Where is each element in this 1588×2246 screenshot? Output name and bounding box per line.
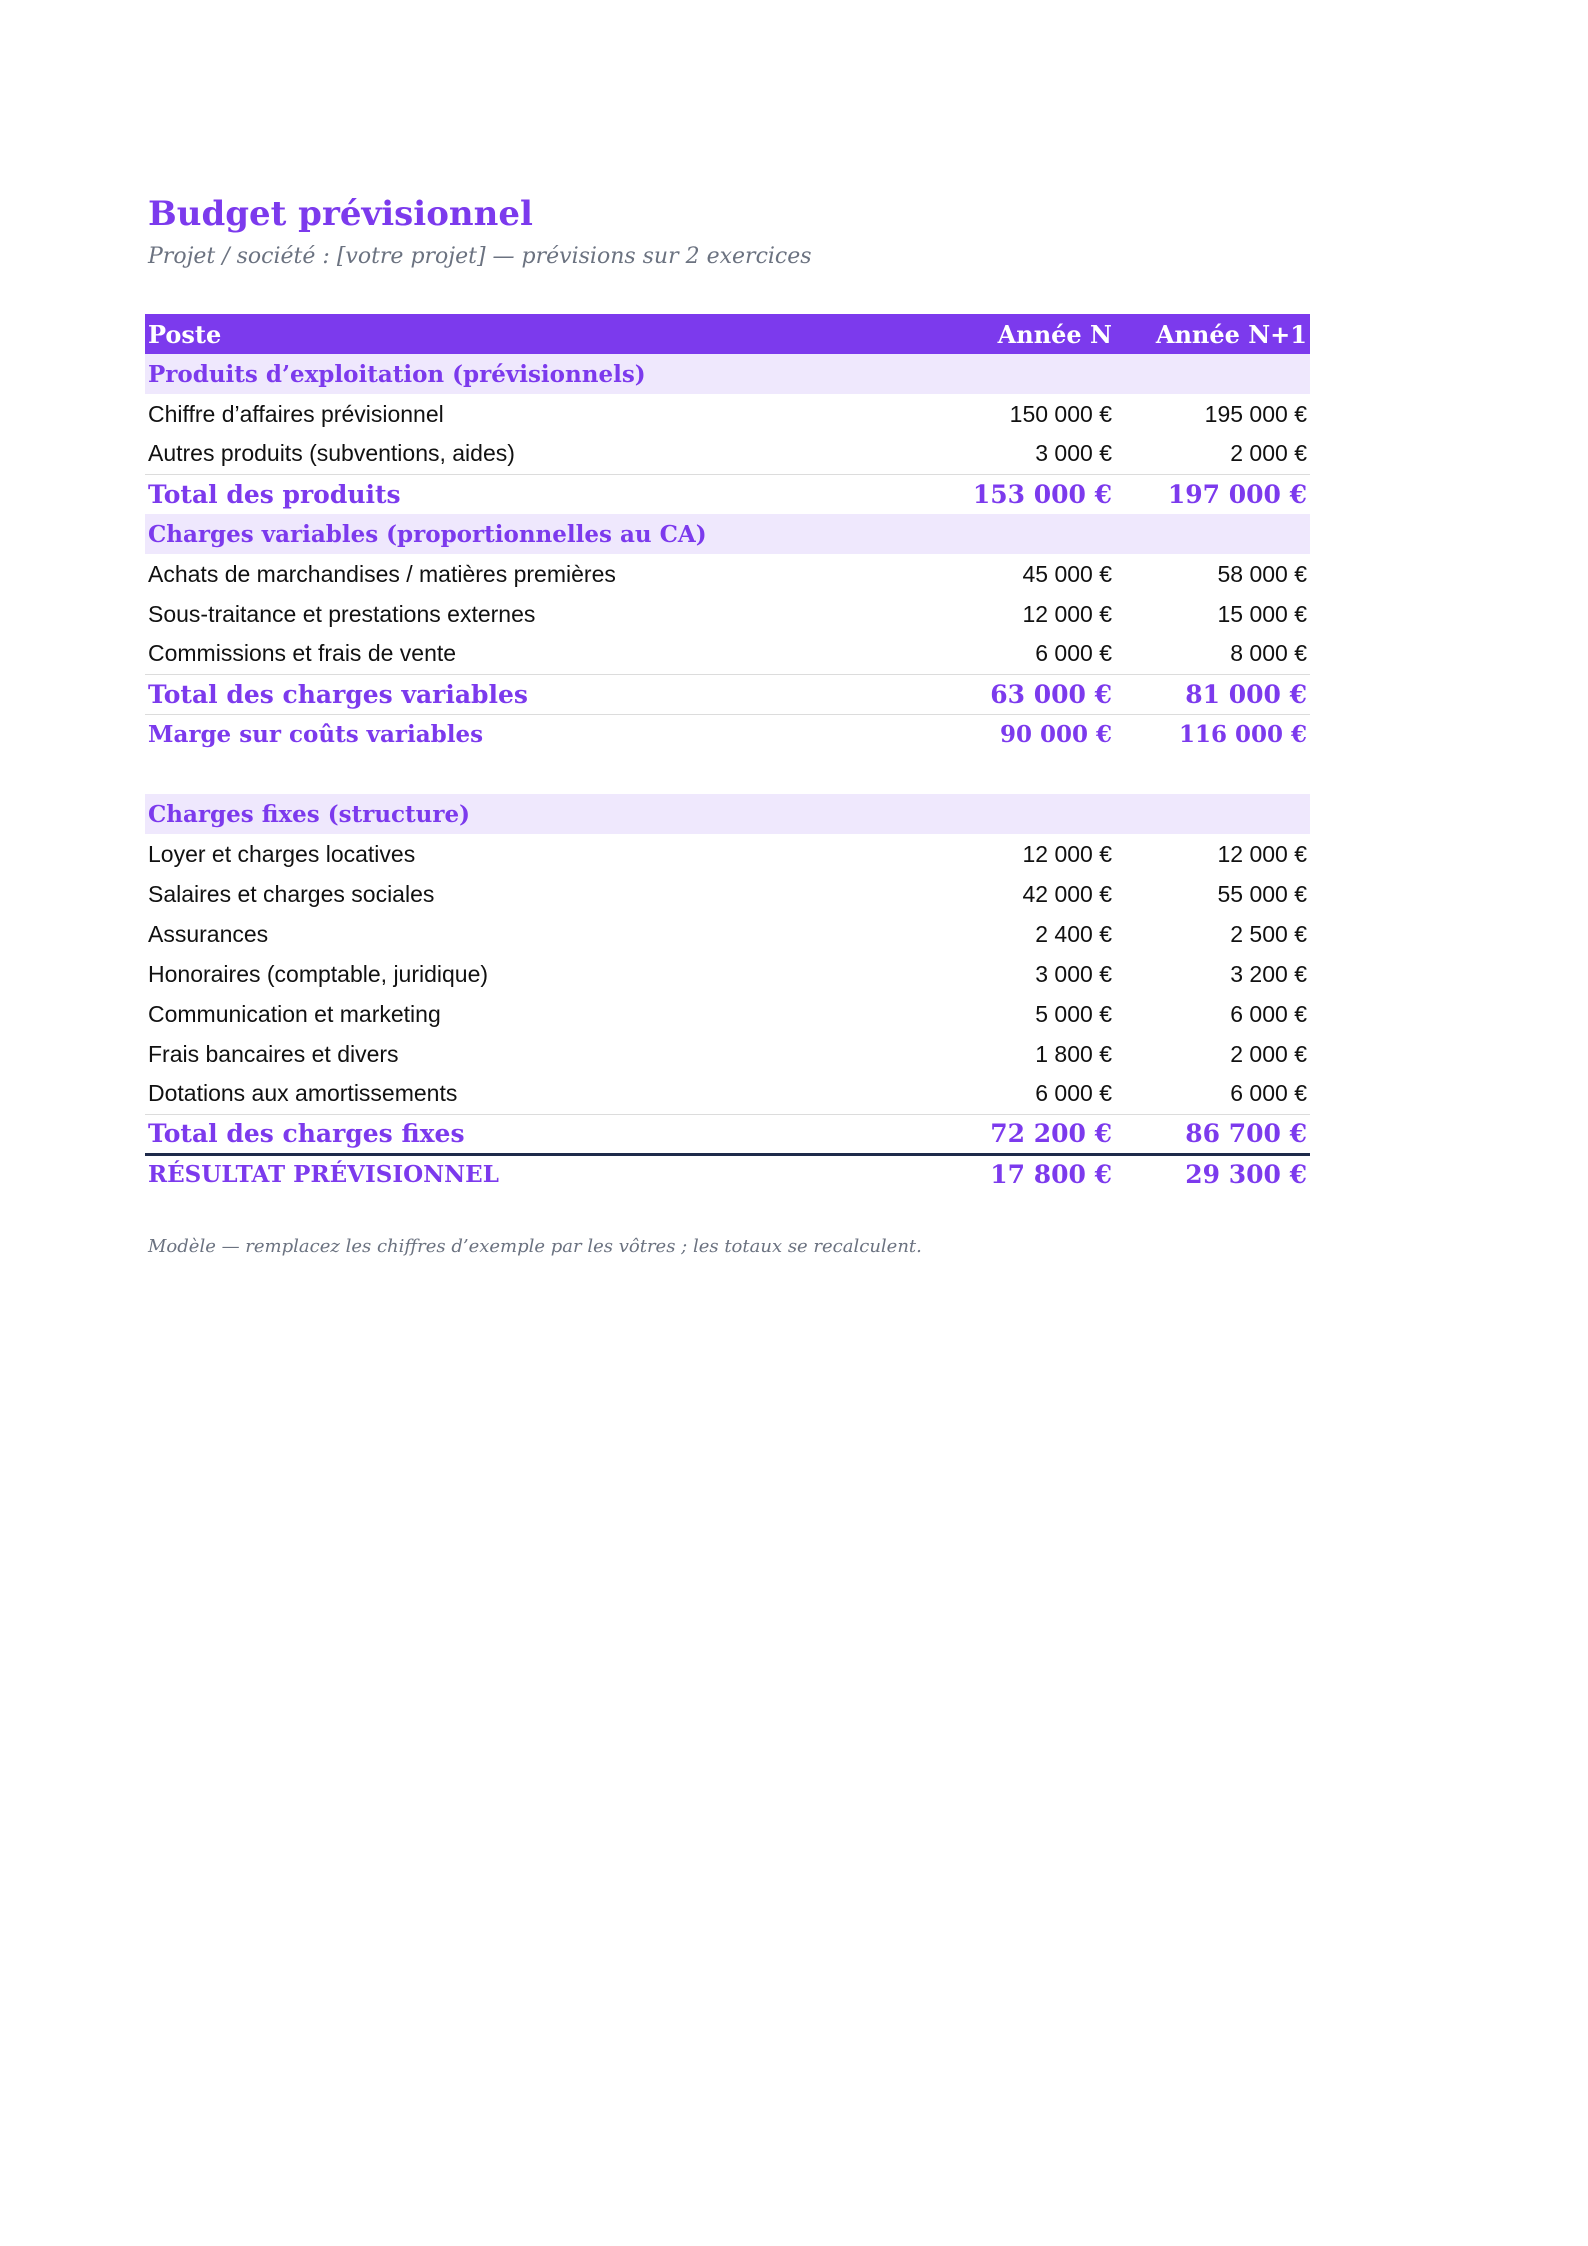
row-value-n1: 55 000 € [1217, 880, 1307, 907]
header-annee-n: Année N [930, 314, 1115, 354]
section-charges-variables [145, 514, 1310, 554]
row-label: Loyer et charges locatives [148, 840, 416, 867]
total-label: Total des charges variables [145, 674, 930, 714]
header-poste: Poste [145, 314, 930, 354]
table-row [145, 874, 1310, 914]
section-title: Charges variables (proportionnelles au CA) [145, 514, 1310, 554]
row-value-n1: 6 000 € [1230, 1080, 1307, 1107]
row-value-n1: 8 000 € [1230, 640, 1307, 667]
total-produits-row [145, 474, 1310, 514]
row-value-n: 6 000 € [1035, 1080, 1112, 1107]
section-produits [145, 354, 1310, 394]
row-value-n: 3 000 € [1035, 960, 1112, 987]
total-label: Total des charges fixes [145, 1114, 930, 1154]
row-value-n1: 195 000 € [1204, 400, 1307, 427]
table-row [145, 914, 1310, 954]
row-value-n: 2 400 € [1035, 920, 1112, 947]
resultat-value-n1: 29 300 € [1115, 1154, 1310, 1194]
marge-label: Marge sur coûts variables [145, 714, 930, 754]
total-value-n: 72 200 € [930, 1114, 1115, 1154]
resultat-value-n: 17 800 € [930, 1154, 1115, 1194]
table-row [145, 434, 1310, 474]
row-label: Communication et marketing [148, 1000, 441, 1027]
total-value-n: 63 000 € [930, 674, 1115, 714]
header-annee-n1: Année N+1 [1115, 314, 1310, 354]
row-label: Honoraires (comptable, juridique) [148, 960, 489, 987]
document-subtitle: Projet / société : [votre projet] — prévisions sur 2 exercices [148, 244, 812, 269]
row-value-n: 150 000 € [1009, 400, 1112, 427]
section-title: Produits d’exploitation (prévisionnels) [145, 354, 1310, 394]
row-value-n1: 2 000 € [1230, 1040, 1307, 1067]
row-label: Chiffre d’affaires prévisionnel [148, 400, 444, 427]
row-value-n: 45 000 € [1022, 560, 1112, 587]
row-value-n1: 6 000 € [1230, 1000, 1307, 1027]
row-label: Salaires et charges sociales [148, 880, 435, 907]
row-label: Sous-traitance et prestations externes [148, 600, 536, 627]
row-label: Autres produits (subventions, aides) [148, 440, 515, 467]
total-charges-fixes-row [145, 1114, 1310, 1154]
table-row [145, 1034, 1310, 1074]
table-row [145, 954, 1310, 994]
table-row [145, 834, 1310, 874]
row-value-n: 5 000 € [1035, 1000, 1112, 1027]
total-value-n1: 81 000 € [1115, 674, 1310, 714]
row-value-n1: 12 000 € [1217, 840, 1307, 867]
row-value-n1: 3 200 € [1230, 960, 1307, 987]
row-label: Achats de marchandises / matières premières [148, 560, 616, 587]
row-value-n1: 58 000 € [1217, 560, 1307, 587]
budget-table [145, 314, 1310, 1194]
table-header-row [145, 314, 1310, 354]
row-value-n1: 15 000 € [1217, 600, 1307, 627]
row-label: Commissions et frais de vente [148, 640, 457, 667]
row-value-n1: 2 000 € [1230, 440, 1307, 467]
total-value-n1: 86 700 € [1115, 1114, 1310, 1154]
row-value-n: 6 000 € [1035, 640, 1112, 667]
row-value-n: 42 000 € [1022, 880, 1112, 907]
marge-row [145, 714, 1310, 754]
total-value-n1: 197 000 € [1115, 474, 1310, 514]
document-title: Budget prévisionnel [148, 194, 533, 234]
row-value-n: 3 000 € [1035, 440, 1112, 467]
total-value-n: 153 000 € [930, 474, 1115, 514]
row-value-n: 1 800 € [1035, 1040, 1112, 1067]
resultat-label: RÉSULTAT PRÉVISIONNEL [145, 1154, 930, 1194]
total-label: Total des produits [145, 474, 930, 514]
document-footer-note: Modèle — remplacez les chiffres d’exemple par les vôtres ; les totaux se recalculent. [148, 1236, 922, 1257]
section-title: Charges fixes (structure) [145, 794, 1310, 834]
row-label: Assurances [148, 920, 269, 947]
row-label: Dotations aux amortissements [148, 1080, 458, 1107]
document-page [145, 190, 1310, 1257]
table-row [145, 594, 1310, 634]
row-label: Frais bancaires et divers [148, 1040, 399, 1067]
marge-value-n: 90 000 € [930, 714, 1115, 754]
marge-value-n1: 116 000 € [1115, 714, 1310, 754]
resultat-row [145, 1154, 1310, 1194]
table-row [145, 554, 1310, 594]
section-charges-fixes [145, 794, 1310, 834]
total-charges-variables-row [145, 674, 1310, 714]
row-value-n: 12 000 € [1022, 840, 1112, 867]
row-value-n: 12 000 € [1022, 600, 1112, 627]
table-row [145, 634, 1310, 674]
table-row [145, 994, 1310, 1034]
table-row [145, 394, 1310, 434]
spacer-row [145, 754, 1310, 794]
row-value-n1: 2 500 € [1230, 920, 1307, 947]
table-row [145, 1074, 1310, 1114]
